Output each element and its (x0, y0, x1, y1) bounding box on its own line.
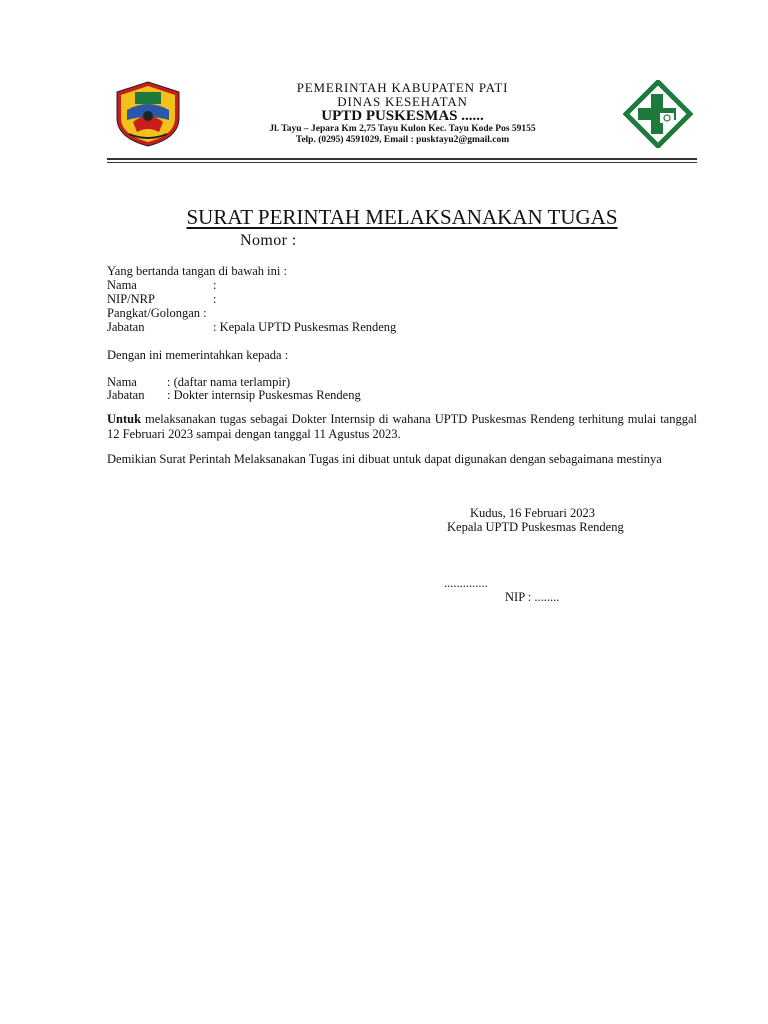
signer-position-value: : Kepala UPTD Puskesmas Rendeng (213, 320, 397, 334)
letterhead-divider (107, 158, 697, 160)
task-text: melaksanakan tugas sebagai Dokter Internsip di wahana UPTD Puskesmas Rendeng terhitung mulai tanggal 12 Februari 2023 sampai dengan tanggal 11 Agustus 2023. (107, 412, 697, 441)
order-intro-text: Dengan ini memerintahkan kepada : (107, 348, 289, 362)
assignee-name-value: : (daftar nama terlampir) (167, 375, 291, 389)
letterhead-divider-thin (107, 162, 697, 163)
pati-regency-crest-icon (113, 80, 183, 148)
signer-name-value: : (213, 278, 217, 292)
assignee-position-label: Jabatan (107, 388, 145, 402)
signature-place-date: Kudus, 16 Februari 2023 (470, 506, 595, 520)
task-paragraph (107, 412, 697, 442)
header-contact: Telp. (0295) 4591029, Email : pusktayu2@gmail.com (295, 135, 510, 145)
header-address: Jl. Tayu – Jepara Km 2,75 Tayu Kulon Kec. Tayu Kode Pos 59155 (269, 124, 536, 134)
task-lead-word: Untuk (107, 412, 142, 426)
puskesmas-logo-icon (623, 80, 693, 148)
assignee-position-value: : Dokter internsip Puskesmas Rendeng (167, 388, 361, 402)
signer-nip-value: : (213, 292, 217, 306)
signer-rank-label: Pangkat/Golongan : (107, 306, 207, 320)
assignee-name-label: Nama (107, 375, 137, 389)
closing-paragraph: Demikian Surat Perintah Melaksanakan Tugas ini dibuat untuk dapat digunakan dengan sebagaimana mestinya (107, 452, 662, 466)
signer-name-label: Nama (107, 278, 137, 292)
letter-title: SURAT PERINTAH MELAKSANAKAN TUGAS (186, 205, 618, 229)
header-department: DINAS KESEHATAN (337, 94, 468, 109)
header-government: PEMERINTAH KABUPATEN PATI (296, 80, 509, 95)
signature-name: .............. (444, 576, 488, 590)
signer-nip-label: NIP/NRP (107, 292, 155, 306)
letter-number: Nomor : (240, 232, 297, 249)
signature-position: Kepala UPTD Puskesmas Rendeng (447, 520, 624, 534)
intro-text: Yang bertanda tangan di bawah ini : (107, 264, 287, 278)
header-institution: UPTD PUSKESMAS ...... (321, 108, 484, 124)
signer-position-label: Jabatan (107, 320, 145, 334)
signature-nip: NIP : ........ (505, 590, 560, 604)
